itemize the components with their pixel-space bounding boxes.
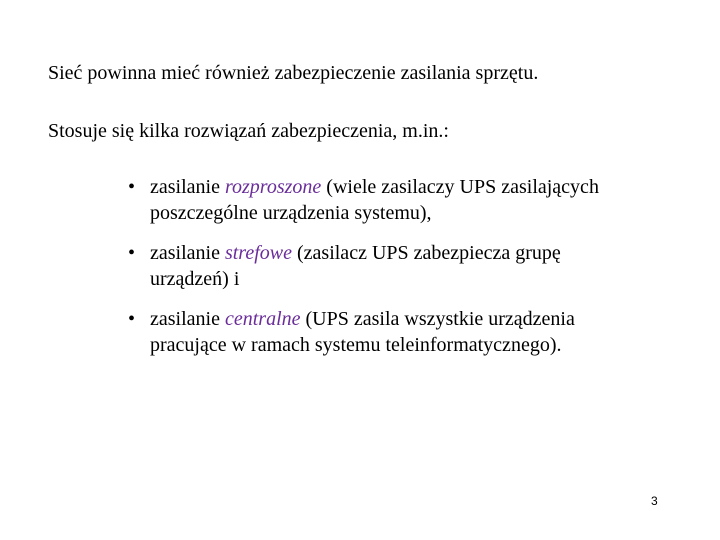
bullet-prefix: zasilanie (150, 242, 225, 264)
list-item (128, 306, 628, 358)
paragraph-solutions-intro: Stosuje się kilka rozwiązań zabezpieczenia, m.in.: (48, 120, 449, 142)
bullet-emphasis: rozproszone (224, 176, 322, 198)
bullet-emphasis: centralne (224, 308, 301, 330)
bullet-prefix: zasilanie (150, 176, 225, 198)
bullet-suffix: (zasilacz UPS zabezpiecza grupę urządzeń) i (150, 242, 561, 290)
bullet-suffix: (wiele zasilaczy UPS zasilających poszczególne urządzenia systemu), (150, 176, 599, 224)
list-item (128, 174, 628, 226)
bullet-suffix: (UPS zasila wszystkie urządzenia pracujące w ramach systemu teleinformatycznego). (150, 308, 575, 356)
bullet-icon: • (128, 176, 136, 198)
bullet-prefix: zasilanie (150, 308, 225, 330)
page-number: 3 (651, 494, 658, 508)
paragraph-power-protection: Sieć powinna mieć również zabezpieczenie zasilania sprzętu. (48, 62, 539, 84)
bullet-list (128, 174, 628, 372)
list-item (128, 240, 628, 292)
bullet-icon: • (128, 308, 136, 330)
bullet-icon: • (128, 242, 136, 264)
bullet-emphasis: strefowe (224, 242, 292, 264)
